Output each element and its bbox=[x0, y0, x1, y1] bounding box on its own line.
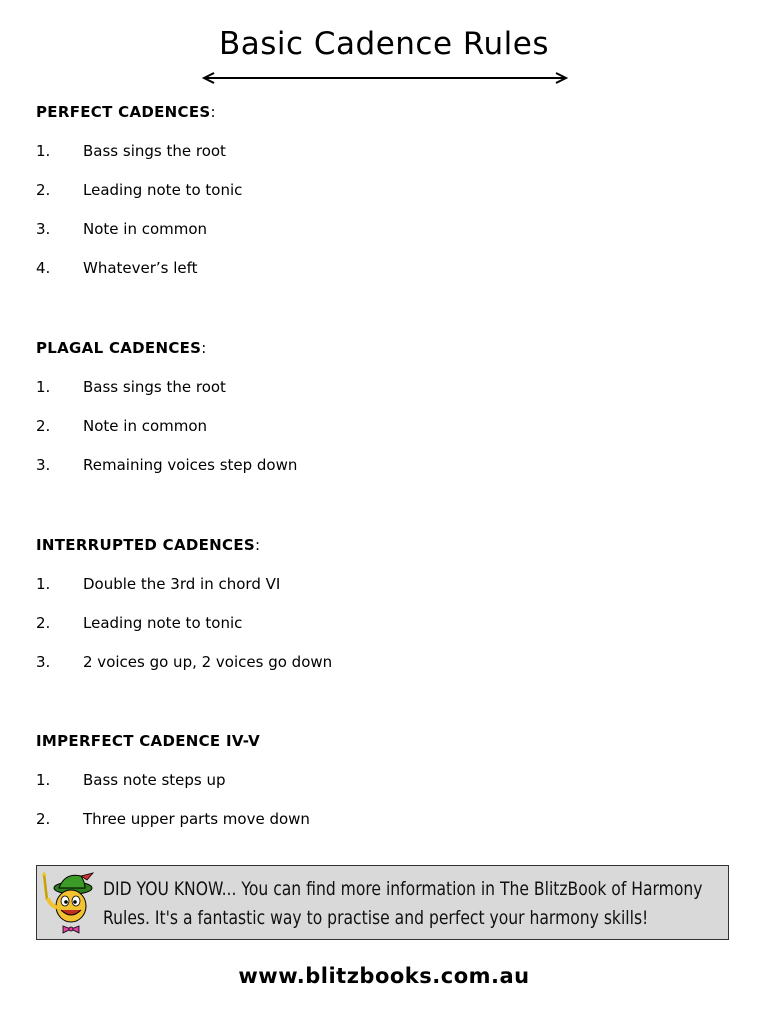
list-item bbox=[36, 770, 716, 790]
section-interrupted-cadences bbox=[36, 535, 716, 672]
mascot-icon bbox=[41, 870, 97, 938]
item-number: 1. bbox=[36, 575, 51, 593]
item-text: Note in common bbox=[83, 220, 208, 238]
list-item bbox=[36, 455, 716, 475]
item-number: 1. bbox=[36, 378, 51, 396]
item-text: Three upper parts move down bbox=[83, 810, 310, 828]
did-you-know-box bbox=[36, 865, 729, 940]
did-you-know-text: DID YOU KNOW... You can find more information in The BlitzBook of Harmony Rules. It's a fantastic way to practise and perfect your harmony skills! bbox=[103, 878, 703, 929]
item-text: Leading note to tonic bbox=[83, 181, 243, 199]
list-item bbox=[36, 377, 716, 397]
item-number: 2. bbox=[36, 810, 51, 828]
item-text: Leading note to tonic bbox=[83, 614, 243, 632]
list-item bbox=[36, 809, 716, 829]
footer-website-url: www.blitzbooks.com.au bbox=[238, 964, 530, 988]
page-title: Basic Cadence Rules bbox=[218, 26, 550, 62]
item-number: 1. bbox=[36, 771, 51, 789]
item-number: 2. bbox=[36, 417, 51, 435]
section-heading: PERFECT CADENCES: bbox=[36, 103, 216, 121]
item-text: Bass note steps up bbox=[83, 771, 226, 789]
section-plagal-cadences bbox=[36, 338, 716, 475]
list-item bbox=[36, 258, 716, 278]
item-text: Note in common bbox=[83, 417, 208, 435]
section-heading: IMPERFECT CADENCE IV-V bbox=[36, 732, 261, 750]
section-imperfect-cadence bbox=[36, 731, 716, 829]
item-text: Double the 3rd in chord VI bbox=[83, 575, 281, 593]
list-item bbox=[36, 652, 716, 672]
item-number: 2. bbox=[36, 181, 51, 199]
list-item bbox=[36, 416, 716, 436]
item-number: 3. bbox=[36, 653, 51, 671]
item-number: 3. bbox=[36, 456, 51, 474]
item-text: 2 voices go up, 2 voices go down bbox=[83, 653, 333, 671]
double-arrow-divider bbox=[200, 70, 570, 86]
section-heading: PLAGAL CADENCES: bbox=[36, 339, 207, 357]
section-heading: INTERRUPTED CADENCES: bbox=[36, 536, 261, 554]
item-text: Bass sings the root bbox=[83, 378, 226, 396]
item-number: 2. bbox=[36, 614, 51, 632]
list-item bbox=[36, 574, 716, 594]
list-item bbox=[36, 219, 716, 239]
item-number: 3. bbox=[36, 220, 51, 238]
item-text: Whatever’s left bbox=[83, 259, 198, 277]
list-item bbox=[36, 180, 716, 200]
item-text: Bass sings the root bbox=[83, 142, 226, 160]
item-number: 1. bbox=[36, 142, 51, 160]
item-number: 4. bbox=[36, 259, 51, 277]
item-text: Remaining voices step down bbox=[83, 456, 298, 474]
section-perfect-cadences bbox=[36, 102, 716, 278]
list-item bbox=[36, 613, 716, 633]
list-item bbox=[36, 141, 716, 161]
